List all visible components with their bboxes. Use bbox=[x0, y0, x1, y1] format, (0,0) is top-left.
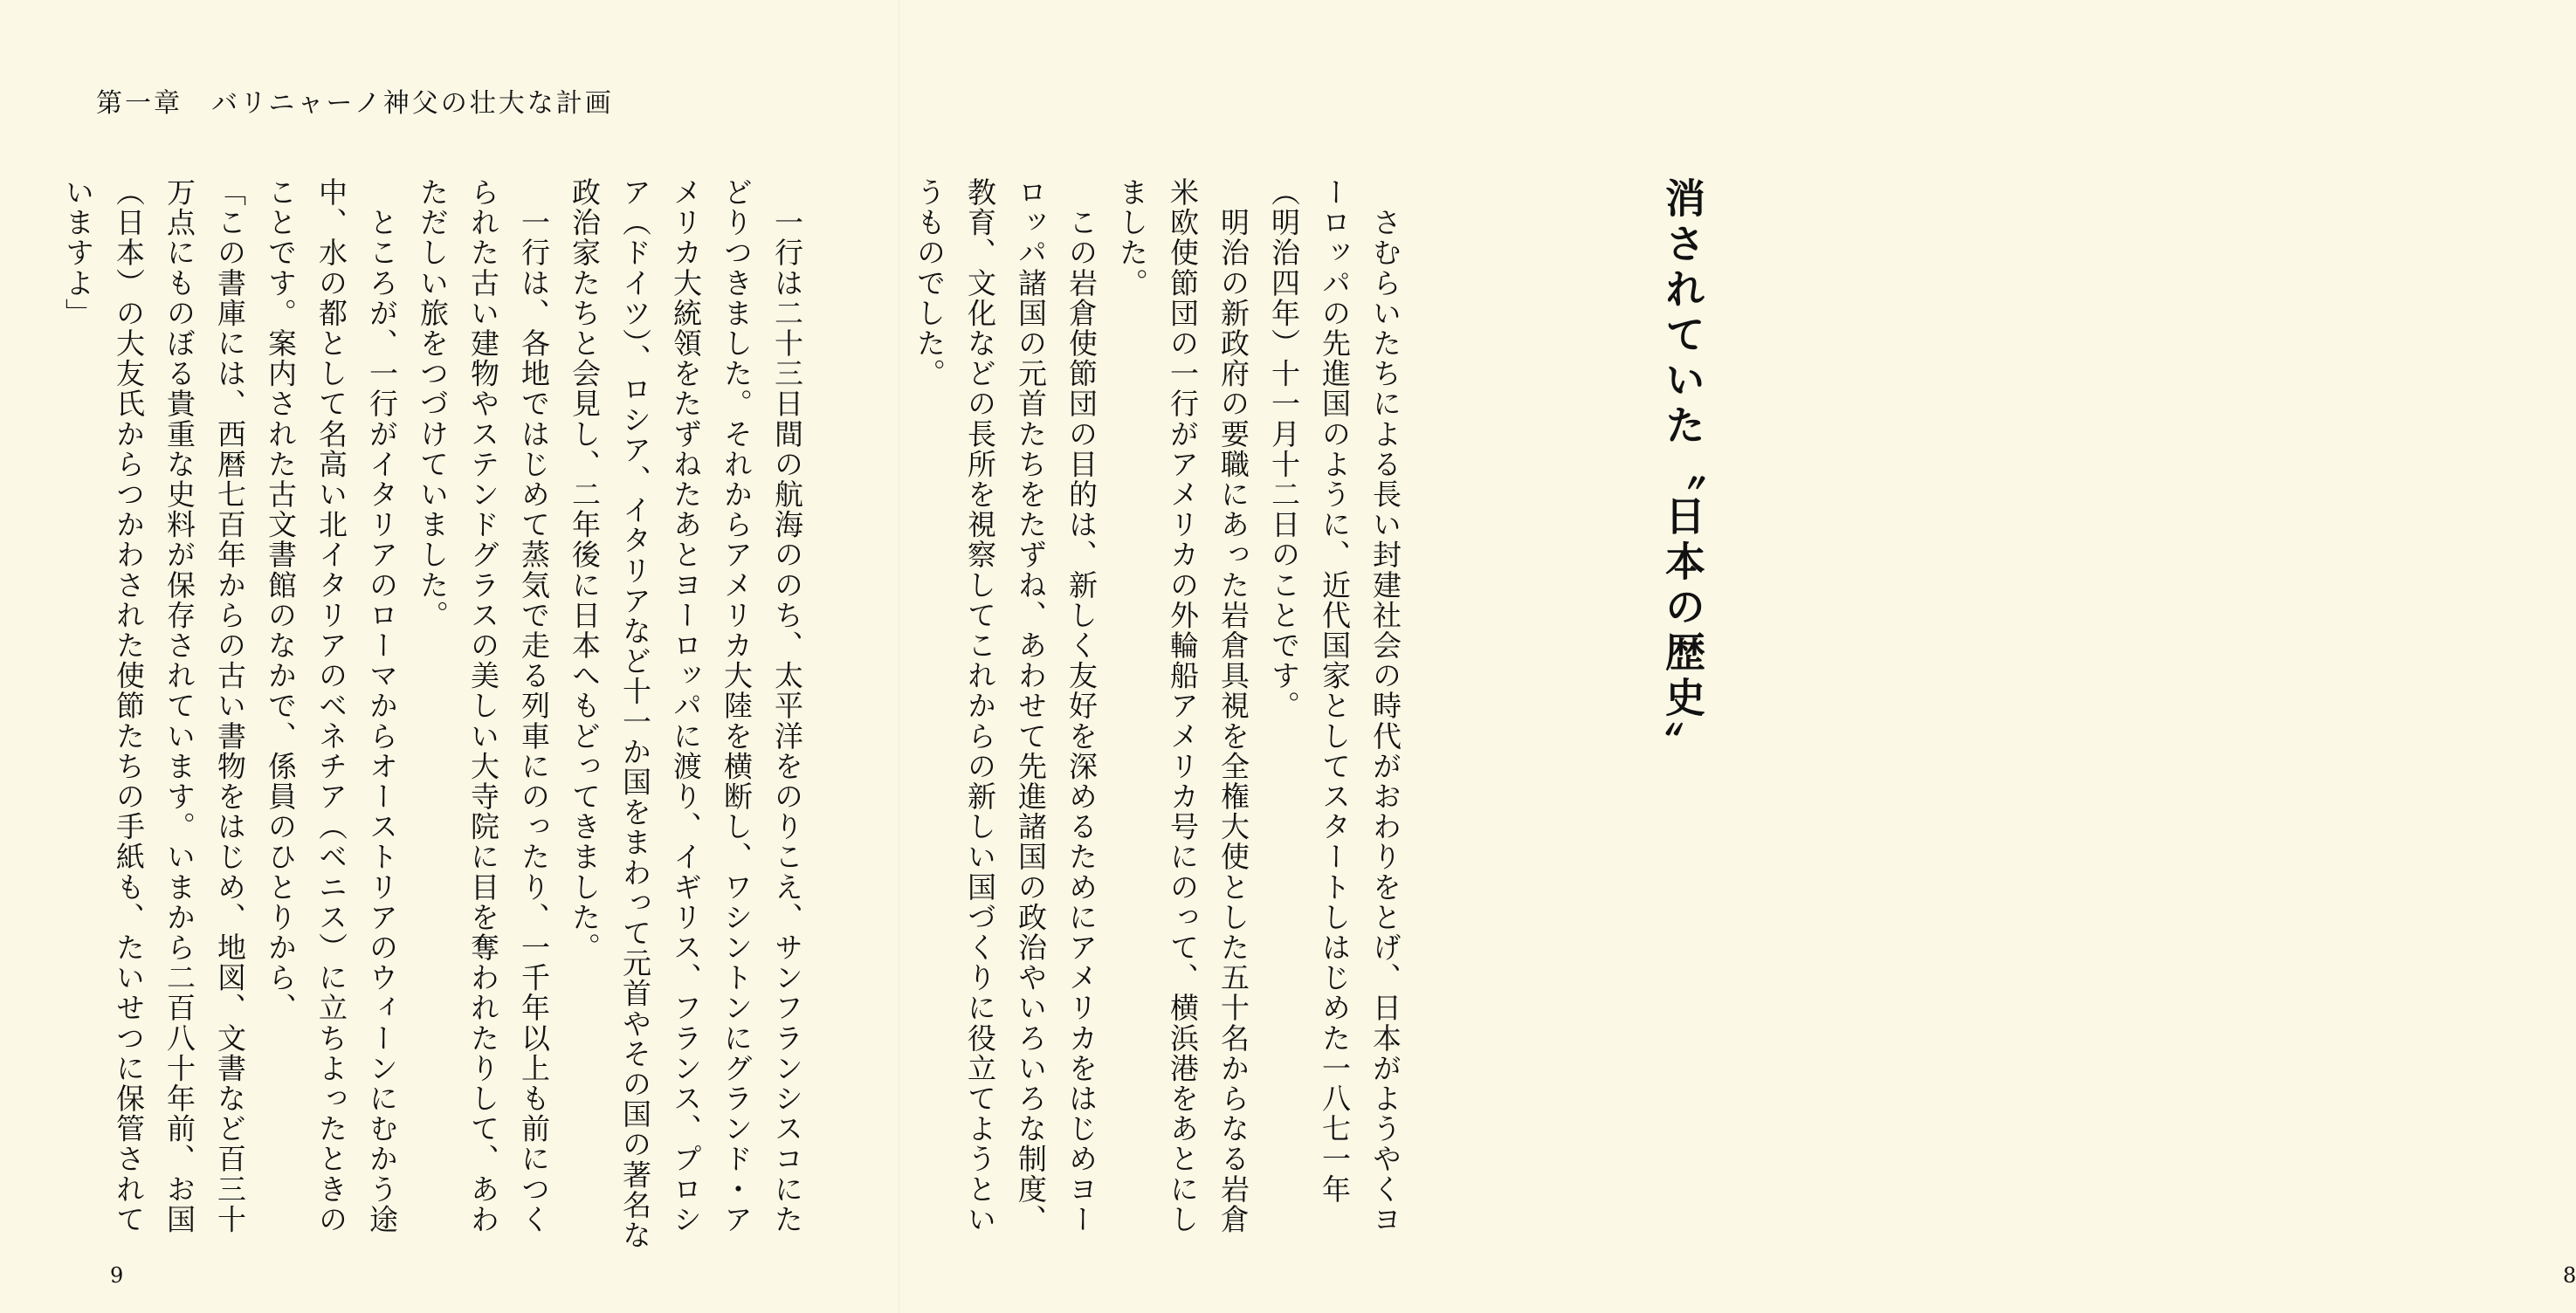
left-page-number: 9 bbox=[110, 1263, 124, 1288]
left-page bbox=[0, 0, 899, 1313]
left-page-body-text: 一行は二十三日間の航海ののち、太平洋をのりこえ、サンフランシスコにたどりつきました。それからアメリカ大陸を横断し、ワシントンにグランド・アメリカ大統領をたずねたあとヨーロッパに渡り、イギリス、フランス、プロシア（ドイツ）、ロシア、イタリアなど十一か国をまわって元首やその国の著名な政治家たちと会見し、二年後に日本へもどってきました。 一行は、各地ではじめて蒸気で走る列車にのったり、一千年以上も前につくられた古い建物やステンドグラスの美しい大寺院に目を奪われたりして、あわただしい旅をつづけていました。 ところが、一行がイタリアのローマからオーストリアのウィーンにむかう途中、水の都として名高い北イタリアのベネチア（ベニス）に立ちよったときのことです。案内された古文書館のなかで、係員のひとりから、 「この書庫には、西暦七百年からの古い書物をはじめ、地図、文書など百三十万点にものぼる貴重な史料が保存されています。いまから二百八十年前、お国（日本）の大友氏からつかわされた使節たちの手紙も、たいせつに保管されていますよ」 bbox=[61, 177, 804, 1251]
right-page bbox=[899, 0, 2576, 1313]
right-page-body-text: さむらいたちによる長い封建社会の時代がおわりをとげ、日本がようやくヨーロッパの先進国のように、近代国家としてスタートしはじめた一八七一年（明治四年）十一月十二日のことです。 明治の新政府の要職にあった岩倉具視を全権大使とした五十名からなる岩倉米欧使節団の一行がアメリカの外輪船アメリカ号にのって、横浜港をあとにしました。 この岩倉使節団の目的は、新しく友好を深めるためにアメリカをはじめヨーロッパ諸国の元首たちをたずね、あわせて先進諸国の政治やいろいろな制度、教育、文化などの長所を視察してこれからの新しい国づくりに役立てようというものでした。 bbox=[913, 177, 1402, 1234]
running-head: 第一章 バリニャーノ神父の壮大な計画 bbox=[96, 88, 614, 119]
right-page-number: 8 bbox=[2563, 1263, 2576, 1288]
section-heading: 消されていた〝日本の歴史〟 bbox=[1659, 177, 1706, 767]
